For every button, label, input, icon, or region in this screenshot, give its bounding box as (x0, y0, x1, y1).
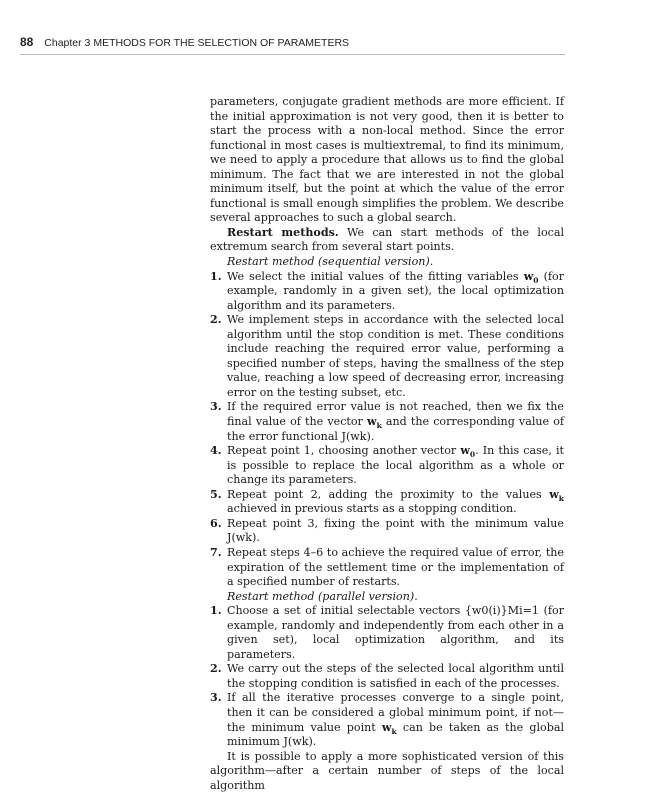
page-body (210, 95, 564, 793)
vector-subscript: k (376, 421, 382, 431)
step-text: Repeat point 1, choosing another vector (227, 444, 457, 458)
list-item (210, 444, 564, 488)
step-text: Repeat steps 4–6 to achieve the required value of error, the expiration of the settlement time or the implementation of a specified number of restarts. (227, 545, 564, 589)
step-text-continued: achieved in previous starts as a stopping condition. (227, 502, 517, 516)
step-text: If all the iterative processes converge to a single point, then it can be considered a global minimum point, if not—the minimum value point (227, 691, 564, 734)
list-item (210, 691, 564, 749)
step-number: 2. (210, 313, 222, 327)
step-text: We select the initial values of the fitting variables (227, 269, 519, 283)
list-item (210, 400, 564, 444)
list-item (210, 313, 564, 400)
restart-heading: Restart methods. (227, 225, 339, 239)
list-item (210, 604, 564, 662)
step-number: 3. (210, 400, 222, 414)
step-text-continued: . In this case, it is possible to replace the local algorithm as a whole or change its parameters. (227, 444, 564, 487)
list-item (210, 517, 564, 546)
vector-subscript: k (558, 493, 564, 503)
list-item (210, 270, 564, 314)
restart-paragraph (210, 226, 564, 255)
step-number: 3. (210, 691, 222, 705)
step-text-continued: can be taken as the global minimum J(wk). (227, 720, 564, 749)
step-number: 7. (210, 545, 222, 559)
vector-symbol: $w_k$ (381, 720, 397, 736)
vector-subscript: 0 (533, 275, 539, 285)
list-item (210, 488, 564, 517)
step-text: We carry out the steps of the selected local algorithm until the stopping condition is satisfied in each of the processes. (227, 662, 564, 690)
sequential-heading: Restart method (sequential version). (227, 255, 434, 269)
step-number: 4. (210, 444, 222, 458)
intro-paragraph: parameters, conjugate gradient methods are more efficient. If the initial approximation is not very good, then it is better to start the process with a non-local method. Since the error functional in most cases is multiextremal, to find its minimum, we need to apply a procedure that allows us to find the global minimum. The fact that we are interested in not the global minimum itself, but the point at which the value of the error functional is small enough simplifies the problem. We describe several approaches to such a global search. (210, 95, 564, 225)
step-text: We implement steps in accordance with the selected local algorithm until the stop condition is met. These conditions include reaching the required error value, performing a specified number of steps, having the smallness of the step value, reaching a low speed of decreasing error, increasing error on the testing subset, etc. (227, 313, 564, 399)
step-number: 5. (210, 487, 222, 501)
list-item (210, 662, 564, 691)
step-number: 1. (210, 604, 222, 618)
vector-symbol: $w_0$ (460, 444, 476, 460)
vector-symbol: $w_0$ (523, 269, 539, 285)
step-text: Repeat point 3, fixing the point with the minimum value J(wk). (227, 516, 564, 545)
vector-subscript: k (391, 726, 397, 736)
parallel-heading: Restart method (parallel version). (227, 589, 418, 603)
vector-symbol: $w_k$ (367, 415, 382, 431)
chapter-label: Chapter 3 (44, 37, 91, 49)
step-number: 1. (210, 269, 222, 283)
parallel-steps (210, 604, 564, 749)
step-number: 6. (210, 516, 222, 530)
sequential-steps (210, 270, 564, 590)
step-text-continued: (for example, randomly in a given set), the local optimization algorithm and its parameters. (227, 269, 565, 312)
vector-symbol: $w_k$ (549, 487, 564, 503)
page-number: 88 (20, 35, 34, 49)
step-text: If the required error value is not reached, then we fix the final value of the vector (227, 400, 564, 429)
running-header (20, 35, 565, 55)
restart-text: We can start methods of the local extremum search from several start points. (210, 225, 565, 254)
step-text-continued: (for example, randomly and independently from each other in a given set), local optimization algorithm, and its parameters. (227, 604, 564, 661)
list-item (210, 546, 564, 590)
chapter-title: METHODS FOR THE SELECTION OF PARAMETERS (93, 37, 350, 49)
step-text: Choose a set of initial selectable vectors {w0(i)}Mi=1 (227, 604, 539, 618)
step-text: Repeat point 2, adding the proximity to the values (227, 487, 542, 501)
vector-subscript: 0 (469, 450, 476, 460)
closing-paragraph: It is possible to apply a more sophisticated version of this algorithm—after a certain number of steps of the local algorithm (210, 749, 564, 792)
step-number: 2. (210, 662, 222, 676)
step-text-continued: and the corresponding value of the error functional J(wk). (227, 415, 564, 443)
